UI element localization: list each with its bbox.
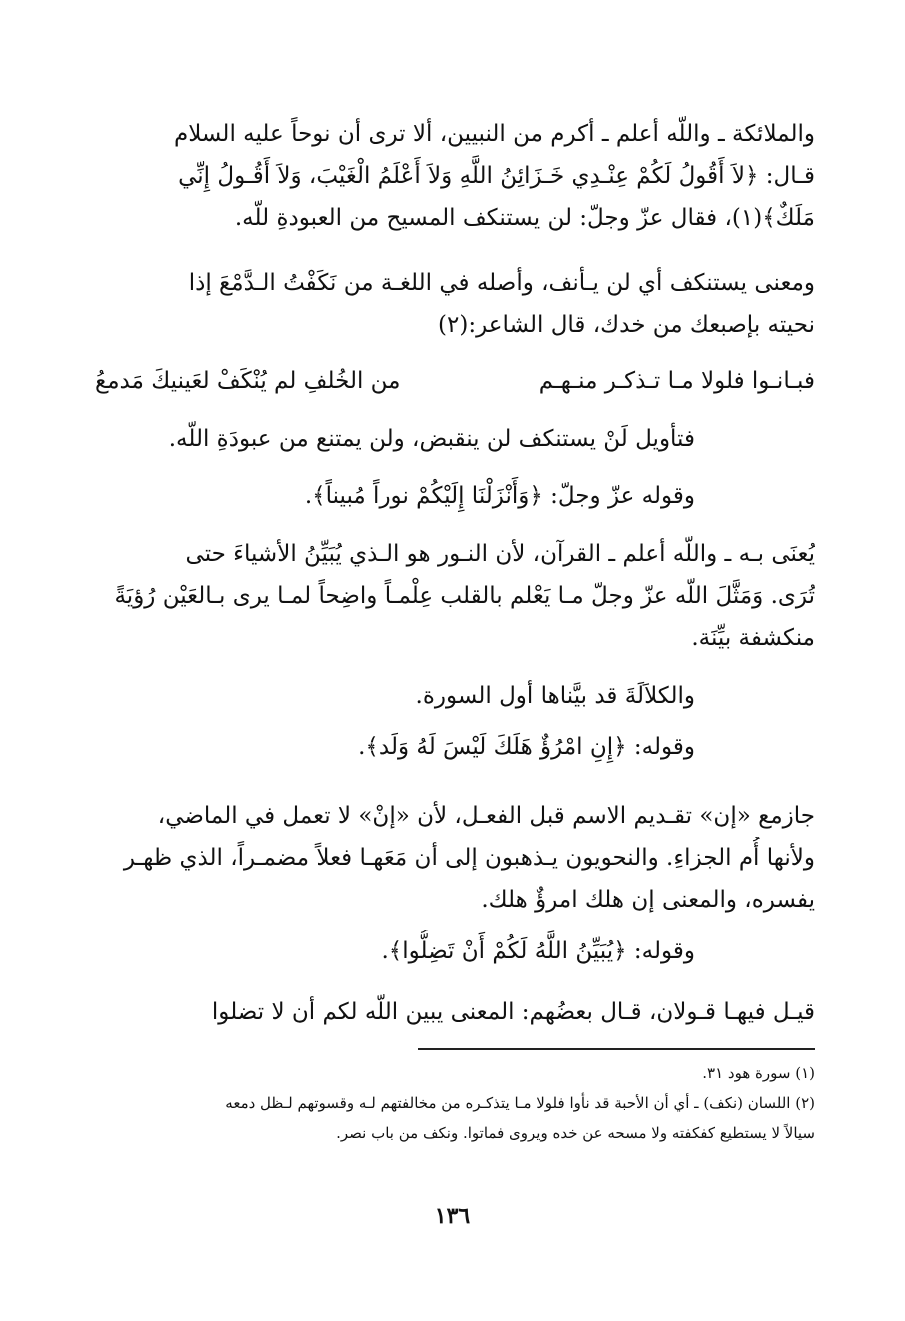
poetry-verse [95,360,815,402]
footnote-2: (٢) اللسان (نكف) ـ أي أن الأحبة قد نأوا فلولا مـا يتذكـره من مخالفتهم لـه وقسوتهم لـظل دمعه [225,1094,815,1112]
text-line: قـال: ﴿لاَ أَقُولُ لَكُمْ عِنْـدِي خَـزَائِنُ اللَّهِ وَلاَ أَعْلَمُ الْغَيْبَ، وَلاَ أَقُـولُ إِنِّي [178,163,815,189]
text-line: وقوله عزّ وجلّ: ﴿وَأَنْزَلْنَا إِلَيْكُمْ نوراً مُبيناً﴾. [304,483,695,509]
text-line: يُعنَى بـه ـ واللّه أعلم ـ القرآن، لأن النـور هو الـذي يُبَيِّنُ الأشياءَ حتى [185,541,815,567]
verse-second-hemistich: من الخُلفِ لم يُنْكَفْ لعَينيكَ مَدمعُ [95,368,401,394]
text-line: وقوله: ﴿يُبَيِّنُ اللَّهُ لَكُمْ أَنْ تَضِلُّوا﴾. [381,938,695,964]
paragraph-2 [95,262,815,346]
text-line: وقوله: ﴿إِنِ امْرُؤٌ هَلَكَ لَيْسَ لَهُ وَلَد﴾. [358,734,695,760]
paragraph-5 [95,533,815,659]
paragraph-10 [95,991,815,1033]
paragraph-9 [95,930,815,972]
text-line: فتأويل لَنْ يستنكف لن ينقبض، ولن يمتنع من عبودَةِ اللّه. [168,426,695,452]
paragraph-4 [95,475,815,517]
text-line: ومعنى يستنكف أي لن يـأنف، وأصله في اللغـة من نَكَفْتُ الـدَّمْعَ إذا [188,270,815,296]
text-line: تُرَى. وَمَثَّلَ اللّه عزّ وجلّ مـا يَعْلم بالقلب عِلْمـاً واضِحاً لمـا يرى بـالعَيْن رُؤيَةً [114,583,815,609]
text-line: نحيته بإصبعك من خدك، قال الشاعر:(٢) [438,312,815,338]
text-line: ولأنها أُم الجزاءِ. والنحويون يـذهبون إلى أن مَعَهـا فعلاً مضمـراً، الذي ظهـر [123,845,815,871]
footnote-1: (١) سورة هود ٣١. [702,1064,815,1082]
footnotes [95,1058,815,1148]
text-line: والكلاَلَةَ قد بيَّناها أول السورة. [415,683,695,709]
verse-first-hemistich: فبـانـوا فلولا مـا تـذكـر منـهـم [538,368,815,394]
text-line: منكشفة بيِّنَة. [691,625,815,651]
footnote-2-continued: سيالاً لا يستطيع كفكفته ولا مسحه عن خده ويروى فماتوا. ونكف من باب نصر. [336,1124,815,1142]
paragraph-7 [95,726,815,768]
page-number: ١٣٦ [434,1203,471,1229]
text-line: يفسره، والمعنى إن هلك امرؤٌ هلك. [481,887,815,913]
footnote-separator [418,1048,815,1050]
paragraph-6 [95,675,815,717]
paragraph-1 [95,113,815,239]
text-line: مَلَكٌ﴾(١)، فقال عزّ وجلّ: لن يستنكف المسيح من العبودةِ للّه. [234,205,815,231]
paragraph-3 [95,418,815,460]
text-line: جازمع «إن» تقـديم الاسم قبل الفعـل، لأن «إنْ» لا تعمل في الماضي، [157,803,815,829]
text-line: والملائكة ـ واللّه أعلم ـ أكرم من النبيين، ألا ترى أن نوحاً عليه السلام [173,121,815,147]
text-line: قيـل فيهـا قـولان، قـال بعضُهم: المعنى يبين اللّه لكم أن لا تضلوا [211,999,815,1025]
paragraph-8 [95,795,815,921]
